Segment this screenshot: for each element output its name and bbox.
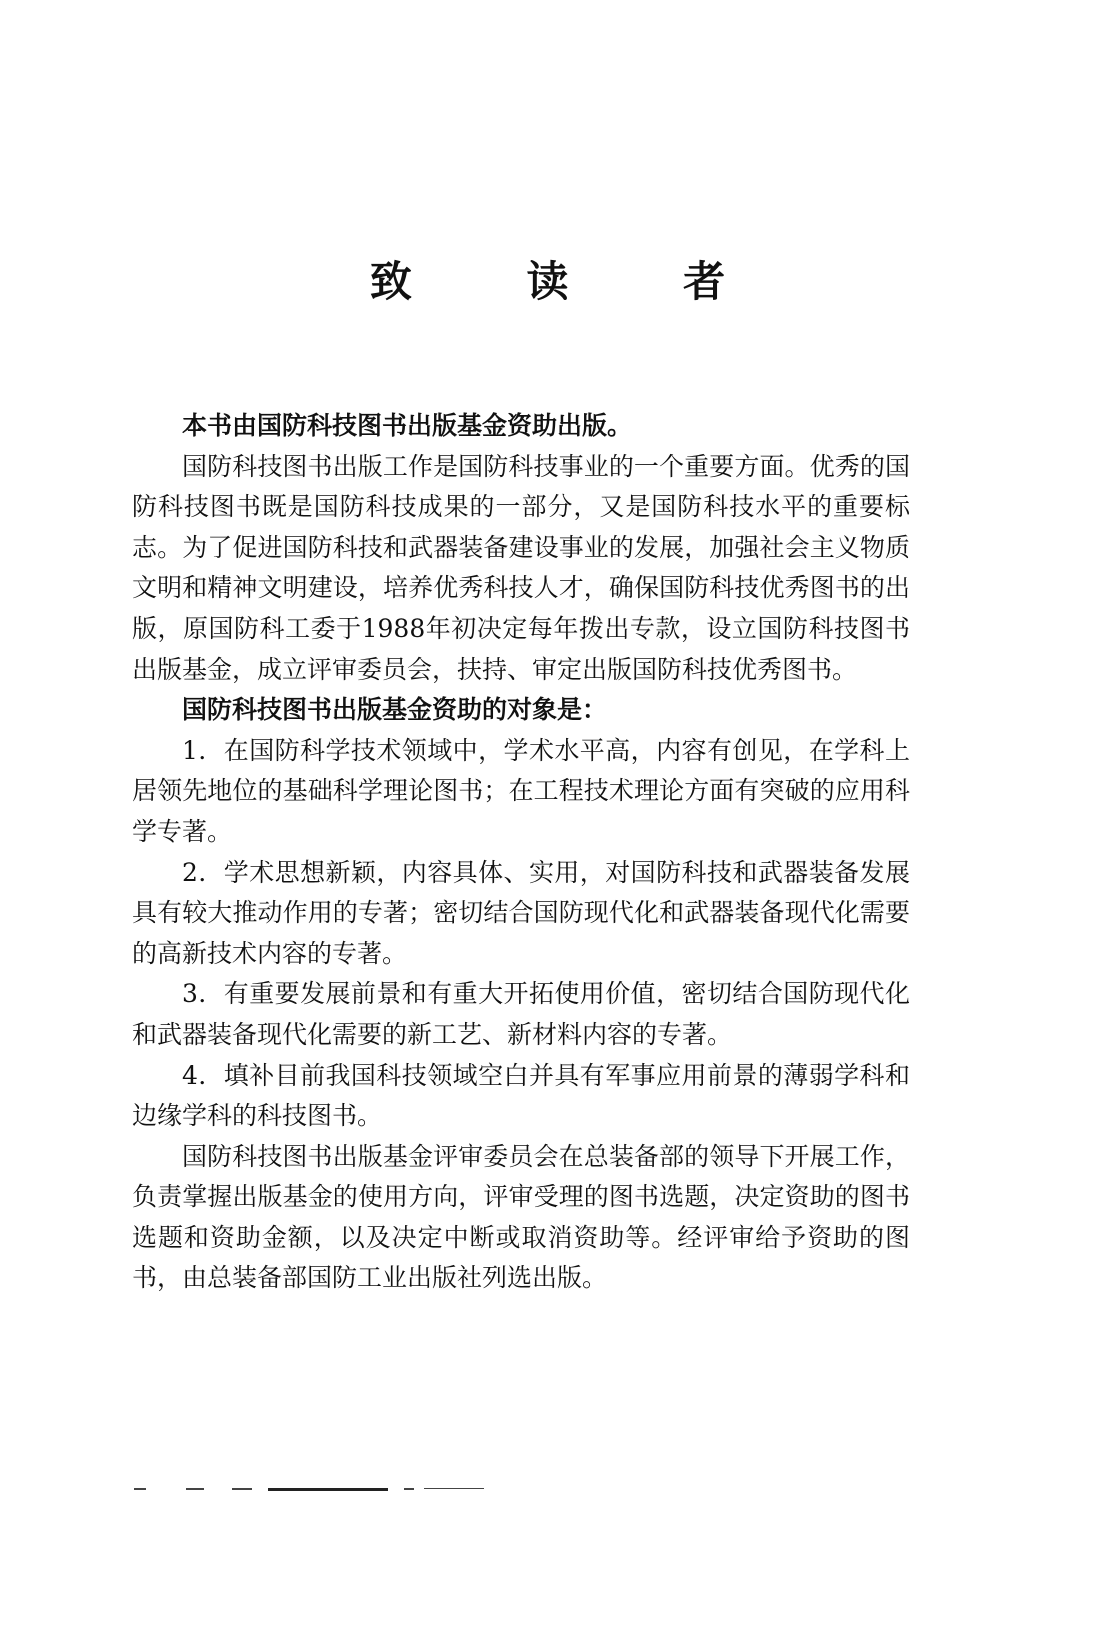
- paragraph-committee: 国防科技图书出版基金评审委员会在总装备部的领导下开展工作，负责掌握出版基金的使用方向，评审受理的图书选题，决定资助的图书选题和资助金额，以及决定中断或取消资助等。经评审给予资助的图书，由总装备部国防工业出版社列选出版。: [132, 1141, 910, 1293]
- footer-scan-mark: [232, 1488, 252, 1490]
- footer-scan-mark: [424, 1488, 484, 1489]
- paragraph-background: 国防科技图书出版工作是国防科技事业的一个重要方面。优秀的国防科技图书既是国防科技成果的一部分，又是国防科技水平的重要标志。为了促进国防科技和武器装备建设事业的发展，加强社会主义物质文明和精神文明建设，培养优秀科技人才，确保国防科技优秀图书的出版，原国防科工委于1988年初决定每年拨出专款，设立国防科技图书出版基金，成立评审委员会，扶持、审定出版国防科技优秀图书。: [132, 451, 910, 684]
- paragraph-item-2: 2．学术思想新颖，内容具体、实用，对国防科技和武器装备发展具有较大推动作用的专著；密切结合国防现代化和武器装备现代化需要的高新技术内容的专著。: [132, 857, 910, 968]
- footer-scan-mark: [186, 1488, 204, 1490]
- footer-rule-line: [268, 1488, 388, 1491]
- page-title: 致 读 者: [369, 257, 776, 306]
- paragraph-funding-targets-heading: 国防科技图书出版基金资助的对象是：: [182, 695, 608, 725]
- document-body: [132, 406, 910, 1299]
- paragraph-item-3: 3．有重要发展前景和有重大开拓使用价值，密切结合国防现代化和武器装备现代化需要的新工艺、新材料内容的专著。: [132, 979, 910, 1049]
- footer-scan-mark: [134, 1488, 146, 1490]
- paragraph-item-4: 4．填补目前我国科技领域空白并具有军事应用前景的薄弱学科和边缘学科的科技图书。: [132, 1060, 910, 1131]
- paragraph-funding-statement: 本书由国防科技图书出版基金资助出版。: [182, 411, 633, 440]
- paragraph-item-1: 1．在国防科学技术领域中，学术水平高，内容有创见，在学科上居领先地位的基础科学理论图书；在工程技术理论方面有突破的应用科学专著。: [132, 735, 910, 846]
- footer-scan-mark: [404, 1488, 414, 1490]
